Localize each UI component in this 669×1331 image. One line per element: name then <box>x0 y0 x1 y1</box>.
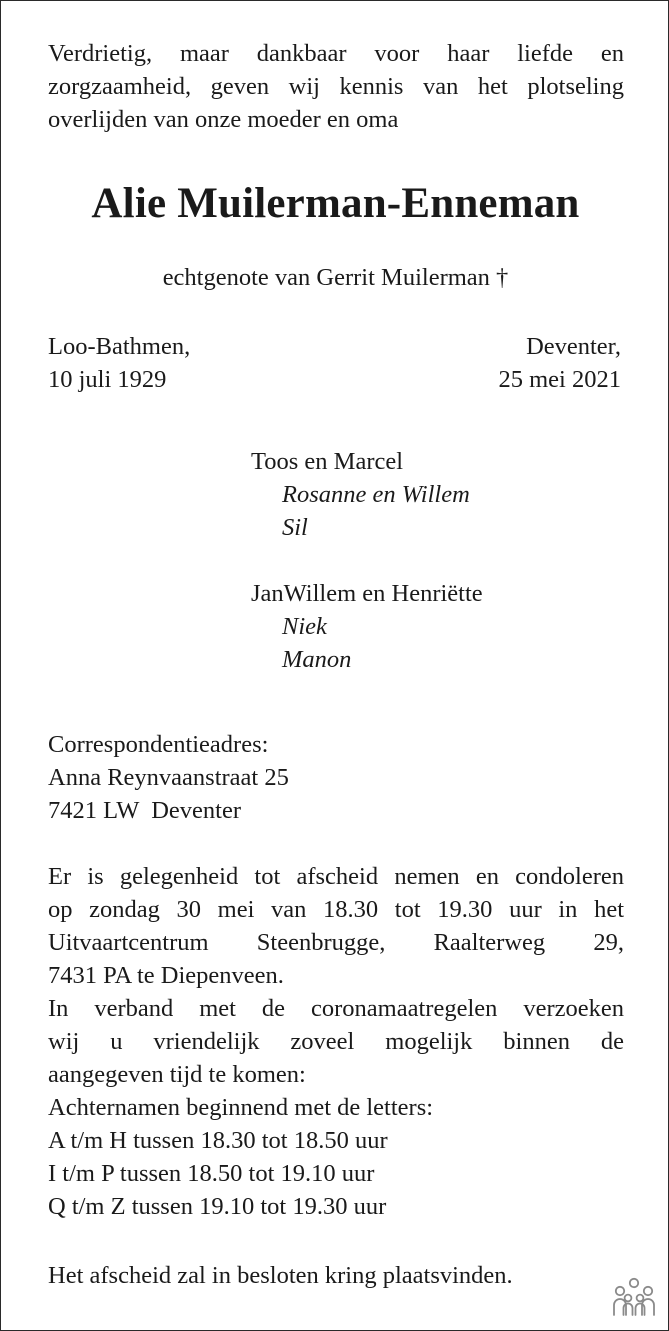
death-place: Deventer, <box>526 333 621 360</box>
birth-date: 10 juli 1929 <box>48 366 167 393</box>
death-date: 25 mei 2021 <box>498 366 621 393</box>
deceased-name: Alie Muilerman-Enneman <box>91 180 580 227</box>
grandchild-1-2: Sil <box>282 514 308 541</box>
corona-line-2: wij u vriendelijk zoveel mogelijk binnen de <box>48 1028 624 1055</box>
family-parents-2: JanWillem en Henriëtte <box>251 580 483 607</box>
grandchild-1-1: Rosanne en Willem <box>282 481 470 508</box>
intro-line-1: Verdrietig, maar dankbaar voor haar liefde en <box>48 40 624 67</box>
grandchild-2-2: Manon <box>282 646 352 673</box>
people-group-icon <box>611 1277 657 1317</box>
condolence-line-1: Er is gelegenheid tot afscheid nemen en condoleren <box>48 863 624 890</box>
schedule-slot-1: A t/m H tussen 18.30 tot 18.50 uur <box>48 1127 388 1154</box>
corona-line-3: aangegeven tijd te komen: <box>48 1061 306 1088</box>
spouse-line: echtgenote van Gerrit Muilerman † <box>162 264 509 291</box>
condolence-line-2: op zondag 30 mei van 18.30 tot 19.30 uur in het <box>48 896 624 923</box>
closing-line: Het afscheid zal in besloten kring plaatsvinden. <box>48 1262 513 1289</box>
schedule-intro: Achternamen beginnend met de letters: <box>48 1094 434 1121</box>
schedule-slot-3: Q t/m Z tussen 19.10 tot 19.30 uur <box>48 1193 387 1220</box>
address-label: Correspondentieadres: <box>48 731 269 758</box>
grandchild-2-1: Niek <box>282 613 327 640</box>
birth-place: Loo-Bathmen, <box>48 333 191 360</box>
address-street: Anna Reynvaanstraat 25 <box>48 764 289 791</box>
corona-line-1: In verband met de coronamaatregelen verzoeken <box>48 995 624 1022</box>
schedule-slot-2: I t/m P tussen 18.50 tot 19.10 uur <box>48 1160 375 1187</box>
condolence-line-4: 7431 PA te Diepenveen. <box>48 962 284 989</box>
intro-line-3: overlijden van onze moeder en oma <box>48 106 399 133</box>
address-city: 7421 LW Deventer <box>48 797 241 824</box>
condolence-line-3: Uitvaartcentrum Steenbrugge, Raalterweg 29, <box>48 929 624 956</box>
intro-line-2: zorgzaamheid, geven wij kennis van het plotseling <box>48 73 624 100</box>
family-parents-1: Toos en Marcel <box>251 448 404 475</box>
